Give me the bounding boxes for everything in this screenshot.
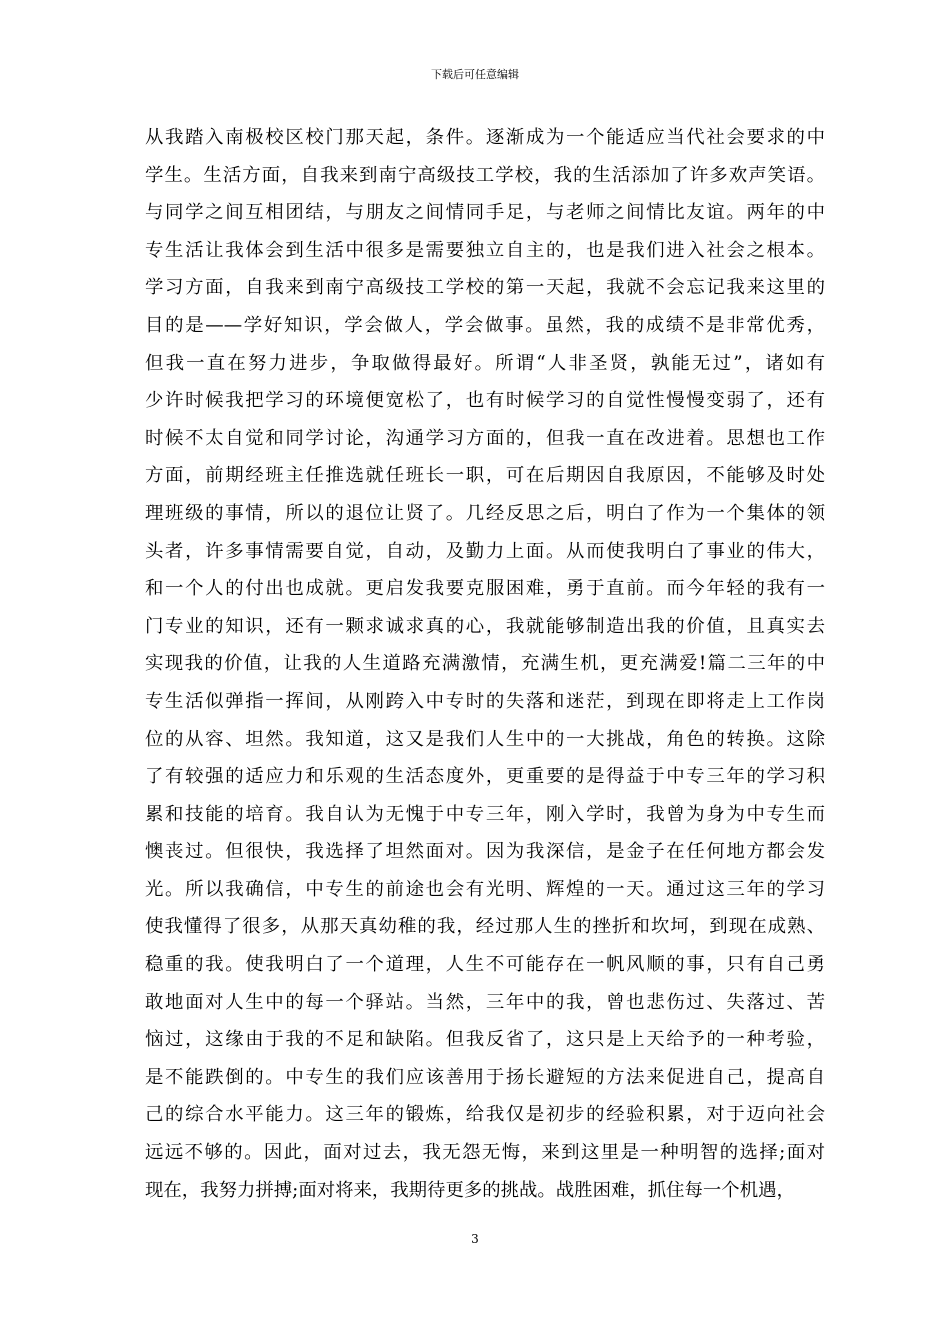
page-number: 3 <box>471 1232 479 1246</box>
text-line: 己的综合水平能力。这三年的锻炼，给我仅是初步的经验积累，对于迈向社会 <box>145 1104 825 1126</box>
text-line: 是不能跌倒的。中专生的我们应该善用于扬长避短的方法来促进自己，提高自 <box>145 1066 825 1088</box>
text-line: 学习方面，自我来到南宁高级技工学校的第一天起，我就不会忘记我来这里的 <box>145 277 825 299</box>
text-line: 少许时候我把学习的环境便宽松了，也有时候学习的自觉性慢慢变弱了，还有 <box>145 390 825 412</box>
text-line: 恼过，这缘由于我的不足和缺陷。但我反省了，这只是上天给予的一种考验， <box>145 1029 825 1051</box>
text-line: 位的从容、坦然。我知道，这又是我们人生中的一大挑战，角色的转换。这除 <box>145 728 825 750</box>
text-line: 懊丧过。但很快，我选择了坦然面对。因为我深信，是金子在任何地方都会发 <box>145 841 825 863</box>
text-line: 专生活让我体会到生活中很多是需要独立自主的，也是我们进入社会之根本。 <box>145 239 825 261</box>
text-line: 理班级的事情，所以的退位让贤了。几经反思之后，明白了作为一个集体的领 <box>145 502 825 524</box>
page-header: 下载后可任意编辑 <box>431 68 519 81</box>
text-line: 使我懂得了很多，从那天真幼稚的我，经过那人生的挫折和坎坷，到现在成熟、 <box>145 916 825 938</box>
text-line: 了有较强的适应力和乐观的生活态度外，更重要的是得益于中专三年的学习积 <box>145 766 825 788</box>
text-line: 和一个人的付出也成就。更启发我要克服困难，勇于直前。而今年轻的我有一 <box>145 578 825 600</box>
body-text <box>145 119 825 1209</box>
text-line: 与同学之间互相团结，与朋友之间情同手足，与老师之间情比友谊。两年的中 <box>145 202 825 224</box>
text-line: 敢地面对人生中的每一个驿站。当然，三年中的我，曾也悲伤过、失落过、苦 <box>145 991 825 1013</box>
text-line: 现在，我努力拼搏;面对将来，我期待更多的挑战。战胜困难，抓住每一个机遇， <box>145 1179 795 1201</box>
text-line: 稳重的我。使我明白了一个道理，人生不可能存在一帆风顺的事，只有自己勇 <box>145 954 825 976</box>
text-line: 从我踏入南极校区校门那天起，条件。逐渐成为一个能适应当代社会要求的中 <box>145 127 825 148</box>
text-line: 方面，前期经班主任推选就任班长一职，可在后期因自我原因，不能够及时处 <box>145 465 825 487</box>
text-line: 光。所以我确信，中专生的前途也会有光明、辉煌的一天。通过这三年的学习 <box>145 878 825 900</box>
text-line: 专生活似弹指一挥间，从刚跨入中专时的失落和迷茫，到现在即将走上工作岗 <box>145 690 825 712</box>
text-line: 门专业的知识，还有一颗求诚求真的心，我就能够制造出我的价值，且真实去 <box>145 615 825 637</box>
text-line: 实现我的价值，让我的人生道路充满激情，充满生机，更充满爱!篇二三年的中 <box>145 653 825 675</box>
text-line: 累和技能的培育。我自认为无愧于中专三年，刚入学时，我曾为身为中专生而 <box>145 803 825 825</box>
text-line: 学生。生活方面，自我来到南宁高级技工学校，我的生活添加了许多欢声笑语。 <box>145 164 825 186</box>
text-line: 目的是——学好知识，学会做人，学会做事。虽然，我的成绩不是非常优秀， <box>145 314 825 336</box>
text-line: 时候不太自觉和同学讨论，沟通学习方面的，但我一直在改进着。思想也工作 <box>145 427 825 449</box>
text-line: 远远不够的。因此，面对过去，我无怨无悔，来到这里是一种明智的选择;面对 <box>145 1142 825 1164</box>
text-line: 但我一直在努力进步，争取做得最好。所谓“人非圣贤，孰能无过”，诸如有 <box>145 352 825 374</box>
text-line: 头者，许多事情需要自觉，自动，及勤力上面。从而使我明白了事业的伟大， <box>145 540 825 562</box>
